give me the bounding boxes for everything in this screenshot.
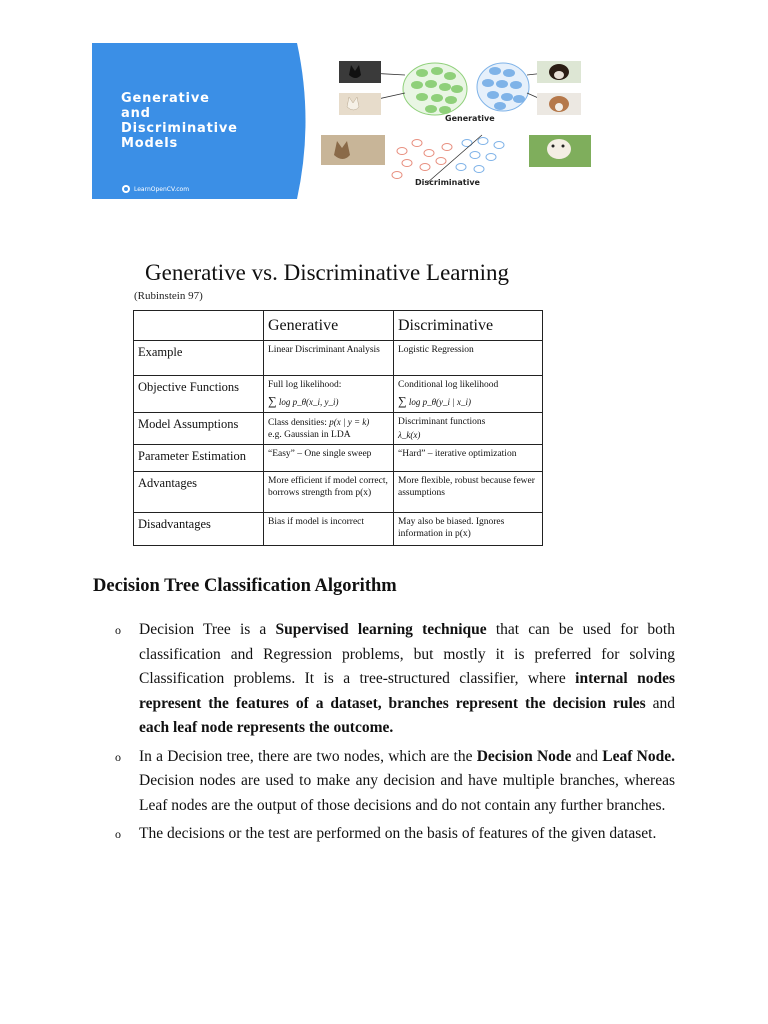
dog-photo-2 bbox=[537, 93, 581, 115]
bold-run: Leaf Node. bbox=[602, 747, 675, 765]
section-heading: Decision Tree Classification Algorithm bbox=[93, 576, 397, 596]
list-item bbox=[115, 745, 675, 819]
bullet-list bbox=[115, 618, 675, 851]
bullet-text bbox=[139, 822, 675, 847]
row-label: Example bbox=[134, 341, 264, 376]
discriminative-cell: More flexible, robust because fewer assumptions bbox=[394, 472, 543, 513]
generative-text: Class densities: bbox=[268, 418, 327, 428]
cat-photo-3 bbox=[321, 135, 385, 165]
sum-symbol: ∑ bbox=[268, 393, 277, 408]
generative-cell: “Easy” – One single sweep bbox=[264, 445, 394, 472]
text-run: and bbox=[645, 694, 675, 712]
discriminative-label: Discriminative bbox=[415, 178, 480, 187]
text-run: that can be used for both classification and Regression problems, but mostly it is preferred for solving Classification problems. It is a tree-structured classifier, where bbox=[139, 621, 675, 687]
generative-formula: p(x | y = k) bbox=[329, 417, 370, 427]
discriminative-text: Conditional log likelihood bbox=[398, 380, 499, 390]
generative-cell: Bias if model is incorrect bbox=[264, 513, 394, 546]
discriminative-cell bbox=[394, 413, 543, 445]
bold-run: each leaf node represents the outcome. bbox=[139, 719, 394, 736]
text-run: Decision Tree is a bbox=[139, 621, 276, 638]
brand-text: LearnOpenCV.com bbox=[134, 185, 190, 193]
formula-text: log p_θ(x_i, y_i) bbox=[278, 396, 339, 407]
text-run: Decision nodes are used to make any decision and have multiple branches, whereas Leaf nodes are the output of those decisions and do not contain any further branches. bbox=[139, 772, 675, 814]
bullet-text bbox=[139, 745, 675, 819]
row-label: Model Assumptions bbox=[134, 413, 264, 445]
banner-brand bbox=[122, 185, 189, 193]
generative-cell: Linear Discriminant Analysis bbox=[264, 341, 394, 376]
header-cell-generative: Generative bbox=[264, 311, 394, 341]
generative-extra: e.g. Gaussian in LDA bbox=[268, 429, 351, 440]
row-label: Disadvantages bbox=[134, 513, 264, 546]
discriminative-cell: May also be biased. Ignores information in p(x) bbox=[394, 513, 543, 546]
dog-photo-3 bbox=[529, 135, 591, 167]
generative-cell bbox=[264, 413, 394, 445]
discriminative-cell: Logistic Regression bbox=[394, 341, 543, 376]
discriminative-formula bbox=[398, 393, 538, 409]
generative-cell bbox=[264, 376, 394, 413]
red-points bbox=[392, 140, 452, 179]
table-row bbox=[134, 413, 543, 445]
generative-formula bbox=[268, 393, 389, 409]
formula-text: log p_θ(y_i | x_i) bbox=[408, 396, 471, 407]
discriminative-text: Discriminant functions bbox=[398, 417, 486, 427]
bold-run: internal nodes represent the features of a dataset, branches represent the decision rules bbox=[139, 670, 675, 712]
table-row bbox=[134, 341, 543, 376]
discriminative-cell bbox=[394, 376, 543, 413]
table-row bbox=[134, 445, 543, 472]
table-row bbox=[134, 472, 543, 513]
table-header-row bbox=[134, 311, 543, 341]
bold-run: Decision Node bbox=[476, 747, 572, 765]
row-label: Parameter Estimation bbox=[134, 445, 264, 472]
header-cell-empty bbox=[134, 311, 264, 341]
cat-photo-2 bbox=[339, 93, 381, 115]
bullet-icon: o bbox=[115, 623, 121, 637]
generative-discriminative-banner bbox=[92, 43, 634, 199]
slide-citation: (Rubinstein 97) bbox=[134, 290, 203, 302]
header-cell-discriminative: Discriminative bbox=[394, 311, 543, 341]
table-row bbox=[134, 513, 543, 546]
generative-label: Generative bbox=[445, 114, 495, 123]
comparison-table bbox=[133, 310, 543, 546]
text-run: and bbox=[571, 747, 603, 765]
table-row bbox=[134, 376, 543, 413]
discriminative-cell: “Hard” – iterative optimization bbox=[394, 445, 543, 472]
list-item bbox=[115, 822, 675, 847]
banner-title: Generative and Discriminative Models bbox=[121, 91, 238, 151]
bold-run: Supervised learning technique bbox=[275, 621, 487, 638]
text-run: The decisions or the test are performed on the basis of features of the given dataset. bbox=[139, 825, 657, 842]
decision-boundary bbox=[427, 135, 482, 183]
discriminative-formula: λ_k(x) bbox=[398, 429, 421, 440]
list-item bbox=[115, 618, 675, 741]
text-run: In a Decision tree, there are two nodes, which are the bbox=[139, 747, 477, 765]
row-label: Advantages bbox=[134, 472, 264, 513]
row-label: Objective Functions bbox=[134, 376, 264, 413]
generative-cell: More efficient if model correct, borrows strength from p(x) bbox=[264, 472, 394, 513]
bullet-text bbox=[139, 618, 675, 741]
sum-symbol: ∑ bbox=[398, 393, 407, 408]
bullet-icon: o bbox=[115, 827, 121, 841]
brand-logo-icon bbox=[122, 185, 130, 193]
slide-title: Generative vs. Discriminative Learning bbox=[145, 260, 510, 285]
bullet-icon: o bbox=[115, 749, 121, 764]
cat-photo-1 bbox=[339, 61, 381, 83]
models-illustration bbox=[307, 43, 634, 199]
generative-text: Full log likelihood: bbox=[268, 380, 342, 390]
dog-photo-1 bbox=[537, 61, 581, 83]
blue-points bbox=[456, 138, 504, 173]
